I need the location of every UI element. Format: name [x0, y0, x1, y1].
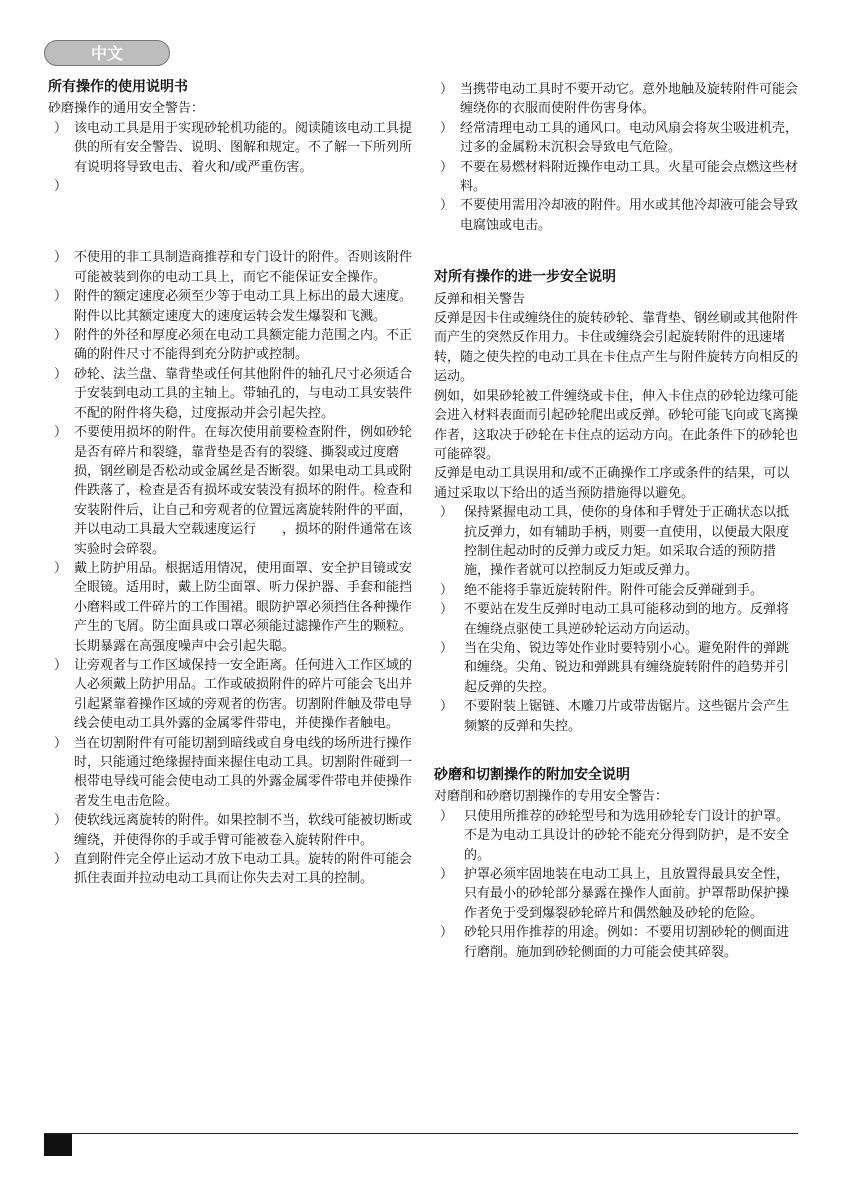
- list-item: [434, 158, 798, 197]
- list-marker: ）: [54, 813, 68, 829]
- list-marker: ）: [54, 328, 68, 344]
- list-marker: ）: [440, 640, 454, 656]
- list-item-text: 不要使用需用冷却液的附件。用水或其他冷却液可能会导致电腐蚀或电击。: [460, 198, 799, 233]
- section-title-grinding-cutting: 砂磨和切割操作的附加安全说明: [434, 767, 630, 783]
- list-item: [48, 287, 412, 326]
- list-item: [434, 807, 798, 865]
- section-subtitle-grinding-cutting: 对磨削和砂磨切割操作的专用安全警告：: [434, 789, 669, 805]
- list-item-text: 该电动工具是用于实现砂轮机功能的。阅读随该电动工具提供的所有安全警告、说明、图解和规定。不了解一下所列所有说明将导致电击、着火和/或严重伤害。: [74, 120, 413, 175]
- list-item-text: 砂轮只用作推荐的用途。例如：不要用切割砂轮的侧面进行磨削。施加到砂轮侧面的力可能会使其碎裂。: [464, 925, 790, 960]
- list-marker: ）: [54, 852, 68, 868]
- paragraph: 例如，如果砂轮被工件缠绕或卡住，伸入卡住点的砂轮边缘可能会进入材料表面而引起砂轮爬出或反弹。砂轮可能飞向或飞离操作者，这取决于砂轮在卡住点的运动方向。在此条件下的砂轮也可能碎裂。: [434, 388, 799, 462]
- list-item: [48, 119, 412, 177]
- right-column: [434, 80, 798, 962]
- list-item-text: 让旁观者与工作区域保持一安全距离。任何进入工作区域的人必须戴上防护用品。工作或破损附件的碎片可能会飞出并引起紧靠着操作区域的旁观者的伤害。切割附件触及带电导线会使电动工具外露的金属零件带电，并使操作者触电。: [74, 657, 413, 732]
- list-item-text: 当在尖角、锐边等处作业时要特别小心。避免附件的弹跳和缠绕。尖角、锐边和弹跳具有缠绕旋转附件的趋势并引起反弹的失控。: [464, 640, 790, 695]
- list-marker: ）: [54, 366, 68, 382]
- list-item: [48, 248, 412, 287]
- list-marker: ）: [54, 735, 68, 751]
- list-item-text: 直到附件完全停止运动才放下电动工具。旋转的附件可能会抓住表面并拉动电动工具而让你失去对工具的控制。: [74, 852, 413, 887]
- list-marker: ）: [54, 289, 68, 305]
- footer-rule: [44, 1133, 798, 1134]
- list-item: [48, 734, 412, 812]
- list-marker: ）: [440, 867, 454, 883]
- list-item-text: 不使用的非工具制造商推荐和专门设计的附件。否则该附件可能被装到你的电动工具上，而它不能保证安全操作。: [74, 250, 413, 285]
- list-marker: ）: [54, 657, 68, 673]
- list-item-text: 戴上防护用品。根据适用情况，使用面罩、安全护目镜或安全眼镜。适用时，戴上防尘面罩、听力保护器、手套和能挡小磨料或工件碎片的工作围裙。眼防护罩必须挡住各种操作产生的飞屑。防尘面具或口罩必须能过滤操作产生的颗粒。长期暴露在高强度噪声中会引起失聪。: [74, 560, 413, 654]
- list-marker: ）: [54, 560, 68, 576]
- list-item: [48, 177, 412, 196]
- page-number-box: [44, 1134, 72, 1156]
- list-marker: ）: [440, 82, 454, 97]
- section-title-further-safety: 对所有操作的进一步安全说明: [434, 269, 616, 286]
- list-item: [434, 697, 798, 736]
- list-item: [434, 865, 798, 923]
- list-item: [434, 503, 798, 581]
- list-item-text: 使软线远离旋转的附件。如果控制不当，软线可能被切断或缠绕，并使得你的手或手臂可能被卷入旋转附件中。: [74, 813, 413, 848]
- list-item-text: 不要附装上锯链、木雕刀片或带齿锯片。这些锯片会产生频繁的反弹和失控。: [464, 699, 790, 734]
- language-tab: 中文: [44, 40, 170, 66]
- list-item: [434, 581, 798, 600]
- list-item: [48, 656, 412, 734]
- list-item-text: 只使用所推荐的砂轮型号和为选用砂轮专门设计的护罩。不是为电动工具设计的砂轮不能充分得到防护，是不安全的。: [464, 808, 790, 863]
- list-item-text: 绝不能将手靠近旋转附件。附件可能会反弹碰到手。: [464, 582, 764, 598]
- list-marker: ）: [440, 808, 454, 824]
- list-marker: ）: [54, 179, 68, 195]
- list-item-text: 不要使用损坏的附件。在每次使用前要检查附件，例如砂轮是否有碎片和裂缝，靠背垫是否有的裂缝、撕裂或过度磨损，钢丝刷是否松动或金属丝是否断裂。如果电动工具或附件跌落了，检查是否有损坏或安装没有损坏的附件。检查和安装附件后，让自己和旁观者的位置远离旋转附件的平面，并以电动工具最大空载速度运行 ，损坏的附件通常在该实验时会碎裂。: [74, 425, 413, 557]
- left-column: [48, 78, 412, 889]
- list-marker: ）: [440, 925, 454, 941]
- list-item-text: 经常清理电动工具的通风口。电动风扇会将灰尘吸进机壳，过多的金属粉末沉积会导致电气危险。: [460, 120, 799, 156]
- list-marker: ）: [440, 505, 454, 521]
- section-subtitle-grinding-warnings: 砂磨操作的通用安全警告：: [48, 101, 205, 117]
- list-item-text: 不要站在发生反弹时电动工具可能移动到的地方。反弹将在缠绕点驱使工具逆砂轮运动方向运动。: [464, 602, 790, 637]
- list-item: [48, 850, 412, 889]
- list-item-text: 护罩必须牢固地装在电动工具上，且放置得最具安全性，只有最小的砂轮部分暴露在操作人面前。护罩帮助保护操作者免于受到爆裂砂轮碎片和偶然触及砂轮的危险。: [464, 867, 790, 921]
- list-item: [434, 923, 798, 962]
- list-item: [434, 196, 798, 235]
- list-marker: ）: [440, 120, 454, 136]
- list-item-text: [74, 179, 78, 194]
- list-item: [48, 811, 412, 850]
- section-subtitle-kickback: 反弹和相关警告: [434, 291, 526, 307]
- list-item-text: 当携带电动工具时不要开动它。意外地触及旋转附件可能会缠绕你的衣服而使附件伤害身体。: [460, 82, 799, 117]
- list-item: [434, 600, 798, 639]
- list-marker: ）: [54, 250, 68, 266]
- paragraph: 反弹是因卡住或缠绕住的旋转砂轮、靠背垫、钢丝刷或其他附件而产生的突然反作用力。卡住或缠绕会引起旋转附件的迅速堵转，随之使失控的电动工具在卡住点产生与附件旋转方向相反的运动。: [434, 311, 799, 385]
- list-item-text: 不要在易燃材料附近操作电动工具。火星可能会点燃这些材料。: [460, 159, 799, 195]
- list-marker: ）: [54, 120, 68, 136]
- list-marker: ）: [54, 425, 68, 441]
- list-marker: ）: [440, 198, 454, 214]
- list-item: [434, 80, 798, 119]
- list-marker: ）: [440, 159, 454, 175]
- list-item: [434, 639, 798, 697]
- list-marker: ）: [440, 699, 454, 715]
- list-item: [48, 326, 412, 365]
- list-item: [48, 423, 412, 559]
- list-item: [434, 119, 798, 158]
- paragraph: 反弹是电动工具误用和/或不正确操作工序或条件的结果，可以通过采取以下给出的适当预防措施得以避免。: [434, 466, 790, 501]
- section-title-all-operations: 所有操作的使用说明书: [48, 79, 188, 95]
- list-item-text: 保持紧握电动工具，使你的身体和手臂处于正确状态以抵抗反弹力，如有辅助手柄，则要一直使用，以便最大限度控制住起动时的反弹力或反力矩。如采取合适的预防措施，操作者就可以控制反力矩或反弹力。: [464, 505, 790, 579]
- list-item: [48, 365, 412, 423]
- list-item-text: 附件的外径和厚度必须在电动工具额定能力范围之内。不正确的附件尺寸不能得到充分防护或控制。: [74, 328, 413, 363]
- list-item-text: 砂轮、法兰盘、靠背垫或任何其他附件的轴孔尺寸必须适合于安装到电动工具的主轴上。带轴孔的，与电动工具安装件不配的附件将失稳，过度振动并会引起失控。: [74, 366, 413, 421]
- list-item-text: 附件的额定速度必须至少等于电动工具上标出的最大速度。附件以比其额定速度大的速度运转会发生爆裂和飞溅。: [74, 289, 413, 324]
- list-marker: ）: [440, 602, 454, 618]
- list-item: [48, 559, 412, 656]
- list-marker: ）: [440, 582, 454, 598]
- list-item-text: 当在切割附件有可能切割到暗线或自身电线的场所进行操作时，只能通过绝缘握持面来握住电动工具。切割附件碰到一根带电导线可能会使电动工具的外露金属零件带电并使操作者发生电击危险。: [74, 735, 413, 809]
